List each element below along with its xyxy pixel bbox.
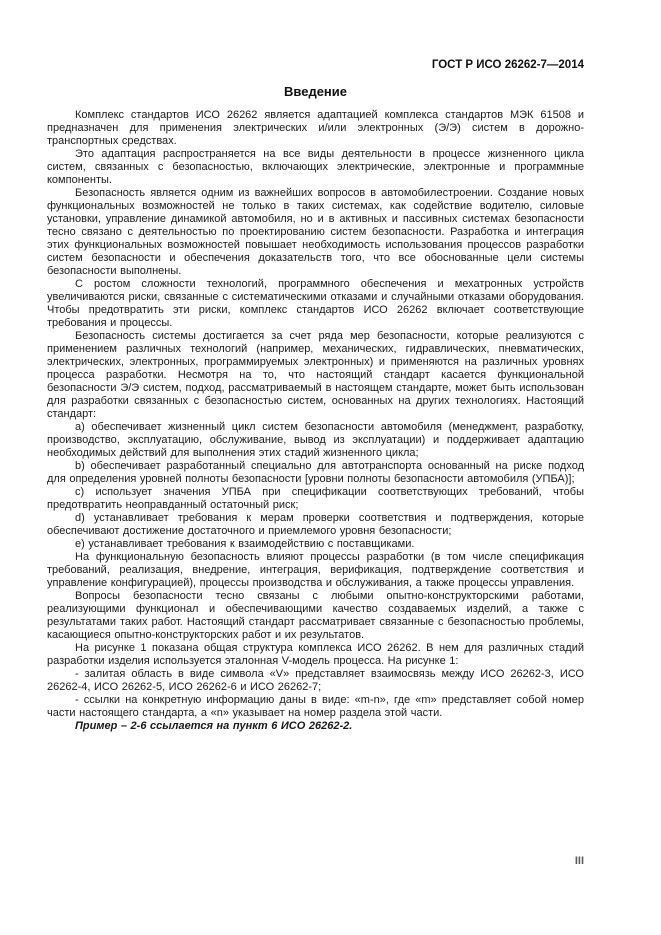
- page-number: III: [574, 855, 584, 867]
- list-item-a: а) обеспечивает жизненный цикл систем безопасности автомобиля (менеджмент, разработку, производство, эксплуатацию, обслуживание, вывод из эксплуатации) и поддерживает адаптацию необходимых действий для выполнения этих стадий жизненного цикла;: [47, 421, 584, 459]
- paragraph-intro-1: Комплекс стандартов ИСО 26262 является адаптацией комплекса стандартов МЭК 61508 и предназначен для применения электрических и/или электронных (Э/Э) систем в дорожно-транспортных средствах.: [47, 109, 584, 147]
- list-item-d: d) устанавливает требования к мерам проверки соответствия и подтверждения, которые обеспечивают достижение достаточного и приемлемого уровня безопасности;: [47, 512, 584, 537]
- paragraph-intro-3: Безопасность является одним из важнейших вопросов в автомобилестроении. Создание новых функциональных возможностей не только в таких системах, как содействие водителю, силовые установки, управление динамикой автомобиля, но и в активных и пассивных системах безопасности тесно связано с деятельностью по проектированию систем безопасности. Разработка и интеграция этих функциональных возможностей повышает необходимость использования процессов разработки систем безопасности и обеспечения доказательств того, что все обоснованные цели системы безопасности выполнены.: [47, 187, 584, 277]
- dash-item-1: - залитая область в виде символа «V» представляет взаимосвязь между ИСО 26262-3, ИСО 26262-4, ИСО 26262-5, ИСО 26262-6 и ИСО 26262-7;: [47, 668, 584, 693]
- document-body: [47, 109, 584, 733]
- list-item-e: е) устанавливает требования к взаимодействию с поставщиками.: [75, 538, 415, 550]
- document-designation: ГОСТ Р ИСО 26262-7—2014: [431, 59, 584, 71]
- paragraph-intro-8: На рисунке 1 показана общая структура комплекса ИСО 26262. В нем для различных стадий разработки изделия используется эталонная V-модель процесса. На рисунке 1:: [47, 642, 584, 667]
- section-title: Введение: [284, 84, 347, 99]
- list-item-c: c) использует значения УПБА при спецификации соответствующих требований, чтобы предотвратить неоправданный остаточный риск;: [47, 486, 584, 511]
- list-item-b: b) обеспечивает разработанный специально для автотранспорта основанный на риске подход для определения уровней полноты безопасности [уровни полноты безопасности автомобиля (УПБА)];: [47, 460, 584, 485]
- document-content: [47, 59, 584, 733]
- paragraph-intro-4: С ростом сложности технологий, программного обеспечения и мехатронных устройств увеличиваются риски, связанные с систематическими отказами и случайными отказами оборудования. Чтобы предотвратить эти риски, комплекс стандартов ИСО 26262 включает соответствующие требования и процессы.: [47, 278, 584, 329]
- paragraph-intro-2: Это адаптация распространяется на все виды деятельности в процессе жизненного цикла систем, связанных с безопасностью, включающих электрические, электронные и программные компоненты.: [47, 148, 584, 186]
- paragraph-intro-7: Вопросы безопасности тесно связаны с любыми опытно-конструкторскими работами, реализующими функционал и обеспечивающими качество создаваемых изделий, а также с результатами таких работ. Настоящий стандарт рассматривает связанные с безопасностью проблемы, касающиеся опытно-конструкторских работ и их результатов.: [47, 590, 584, 641]
- example-note: Пример – 2-6 ссылается на пункт 6 ИСО 26262-2.: [75, 720, 353, 732]
- paragraph-intro-5: Безопасность системы достигается за счет ряда мер безопасности, которые реализуются с применением различных технологий (например, механических, гидравлических, пневматических, электрических, электронных, программируемых электронных) и применяются на различных уровнях процесса разработки. Несмотря на то, что настоящий стандарт касается функциональной безопасности Э/Э систем, подход, рассматриваемый в настоящем стандарте, может быть использован для разработки связанных с безопасностью систем, основанных на других технологиях. Настоящий стандарт:: [47, 330, 584, 420]
- dash-item-2: - ссылки на конкретную информацию даны в виде: «m-n», где «m» представляет собой номер части настоящего стандарта, а «n» указывает на номер раздела этой части.: [47, 694, 584, 719]
- paragraph-intro-6: На функциональную безопасность влияют процессы разработки (в том числе спецификация требований, реализация, внедрение, интеграция, верификация, подтверждение соответствия и управление конфигурацией), процессы производства и обслуживания, а также процессы управления.: [47, 551, 584, 589]
